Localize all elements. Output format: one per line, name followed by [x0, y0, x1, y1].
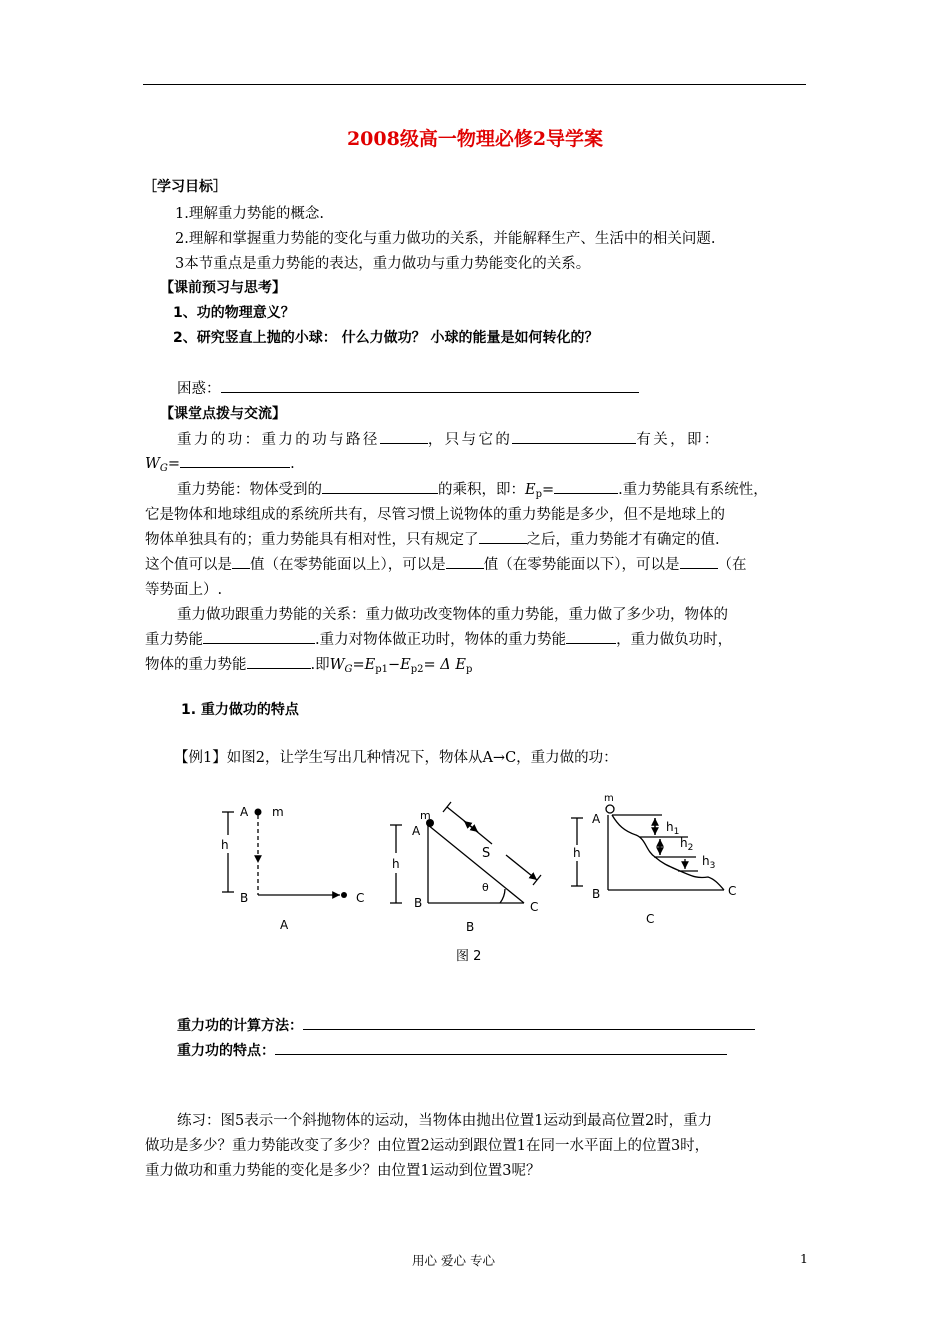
gravity-work-text-c: 有关，即：	[636, 432, 721, 448]
exercise-line-1: 练习：图5表示一个斜抛物体的运动，当物体由抛出位置1运动到最高位置2时，重力	[177, 1113, 713, 1129]
zero-blank[interactable]	[680, 554, 718, 569]
confusion-label: 困惑：	[177, 381, 221, 397]
gravity-work-line	[177, 428, 721, 449]
fig-c-label-h3: $h_3$	[702, 854, 716, 871]
formula-delta: = Δ E	[423, 657, 466, 673]
calc-method-label: 重力功的计算方法：	[177, 1018, 303, 1034]
fig-c-label-A: A	[592, 812, 601, 826]
fig-a-label-C: C	[356, 891, 365, 905]
pe-line-4	[145, 553, 747, 574]
goal-item-3: 3本节重点是重力势能的表达，重力做功与重力势能变化的关系。	[175, 256, 591, 272]
formula-w-sub: G	[344, 664, 353, 675]
fig-c-label-h: h	[573, 846, 581, 860]
reference-blank[interactable]	[479, 529, 527, 544]
pe-force-blank[interactable]	[322, 479, 438, 494]
fig-b-caption: B	[466, 920, 475, 934]
calc-method-blank[interactable]	[303, 1015, 755, 1030]
features-label: 重力功的特点：	[177, 1043, 275, 1059]
exercise-line-2: 做功是多少？重力势能改变了多少？由位置2运动到跟位置1在同一水平面上的位置3时，	[145, 1138, 710, 1154]
pe-text-d: .重力势能具有系统性，	[618, 482, 768, 498]
rel2-text-c: ，重力做负功时，	[616, 632, 733, 648]
wg-blank[interactable]	[180, 453, 290, 468]
fig-c-caption: C	[646, 912, 655, 926]
mass-ring-c	[606, 805, 614, 813]
fig-b-label-S: S	[482, 846, 491, 861]
fig-b-label-theta: θ	[482, 881, 489, 894]
wg-symbol: W	[145, 456, 160, 472]
confusion-row	[177, 377, 639, 398]
page-number: 1	[800, 1251, 808, 1266]
goal-item-2: 2.理解和掌握重力势能的变化与重力做功的关系，并能解释生产、生活中的相关问题.	[175, 231, 716, 247]
fig-c-label-h1: $h_1$	[666, 820, 680, 837]
pe4-text-a: 这个值可以是	[145, 557, 232, 573]
pe-line-3	[145, 528, 720, 549]
figure-caption: 图 2	[456, 949, 482, 964]
fig-b-label-C: C	[530, 900, 539, 914]
header-rule	[143, 84, 806, 85]
negative-blank[interactable]	[446, 554, 484, 569]
fig-b-label-A: A	[412, 824, 421, 838]
preview-heading: 【课前预习与思考】	[160, 280, 286, 296]
formula-p2-sub: p2	[410, 664, 424, 675]
pe3-text-a: 物体单独具有的；重力势能具有相对性，只有规定了	[145, 532, 479, 548]
positive-blank[interactable]	[232, 554, 250, 569]
ep-subscript: p	[535, 489, 542, 500]
pe-line-1	[177, 478, 768, 500]
gravity-work-text-a: 重力的功：重力的功与路径	[177, 432, 380, 448]
class-heading: 【课堂点拨与交流】	[160, 406, 286, 422]
confusion-blank[interactable]	[221, 378, 639, 393]
fig-a-label-A: A	[240, 805, 249, 819]
features-blank[interactable]	[275, 1040, 727, 1055]
fig-b-label-h: h	[392, 857, 400, 871]
fig-a-caption: A	[280, 918, 289, 932]
fig-c-label-h2: $h_2$	[680, 836, 694, 853]
fig-a-label-B: B	[240, 891, 249, 905]
fig-c-label-C: C	[728, 884, 737, 898]
wg-equals: =	[167, 456, 181, 472]
fig-a-label-m: m	[272, 805, 284, 819]
preview-question-2: 2、研究竖直上抛的小球： 什么力做功？ 小球的能量是如何转化的？	[173, 330, 599, 346]
preview-question-1: 1、功的物理意义？	[173, 305, 295, 321]
pe4-text-d: （在	[717, 557, 747, 573]
figure-2	[200, 785, 760, 975]
relation-line-3	[145, 653, 472, 675]
depends-blank[interactable]	[512, 429, 636, 444]
ep-equals: =	[542, 482, 555, 498]
rel3-text-b: .即	[310, 657, 330, 673]
wg-line	[145, 453, 295, 474]
rel3-text-a: 物体的重力势能	[145, 657, 247, 673]
mass-dot-a	[255, 809, 262, 816]
formula-p1-sub: p1	[375, 664, 389, 675]
change-blank[interactable]	[203, 629, 315, 644]
wg-dot: .	[290, 456, 295, 472]
goals-heading: ［学习目标］	[143, 179, 227, 195]
pe4-text-b: 值（在零势能面以上），可以是	[250, 557, 446, 573]
negative-work-blank[interactable]	[247, 654, 311, 669]
formula-w: W	[329, 657, 345, 673]
fig-b-label-m: m	[420, 809, 431, 822]
fig-a-label-h: h	[221, 838, 229, 852]
exercise-line-3: 重力做功和重力势能的变化是多少？由位置1运动到位置3呢？	[145, 1163, 541, 1179]
pe-line-2: 它是物体和地球组成的系统所共有，尽管习惯上说物体的重力势能是多少，但不是地球上的	[145, 507, 725, 523]
features-row	[177, 1040, 727, 1060]
pe-line-5: 等势面上）.	[145, 582, 223, 598]
formula-p-sub: p	[465, 664, 473, 675]
pe-text-a: 重力势能：物体受到的	[177, 482, 322, 498]
gravity-work-text-b: ，只与它的	[427, 432, 513, 448]
page-title: 2008级高一物理必修2导学案	[346, 128, 604, 150]
calc-method-row	[177, 1015, 755, 1035]
section-1-heading: 1. 重力做功的特点	[181, 702, 299, 718]
wg-subscript: G	[159, 463, 168, 474]
ep-symbol: E	[525, 482, 536, 498]
path-blank[interactable]	[380, 429, 428, 444]
fig-b-label-B: B	[414, 896, 423, 910]
fig-c-label-m: m	[604, 793, 614, 804]
relation-line-2	[145, 628, 732, 649]
goal-item-1: 1.理解重力势能的概念.	[175, 206, 324, 222]
pe-text-b: 的乘积，即：	[438, 482, 525, 498]
formula-ep1: =E	[352, 657, 376, 673]
pe3-text-b: 之后，重力势能才有确定的值.	[526, 532, 720, 548]
fig-c-label-B: B	[592, 887, 601, 901]
relation-line-1: 重力做功跟重力势能的关系：重力做功改变物体的重力势能，重力做了多少功，物体的	[177, 607, 728, 623]
rel2-text-b: .重力对物体做正功时，物体的重力势能	[315, 632, 567, 648]
rel2-text-a: 重力势能	[145, 632, 203, 648]
footer-motto: 用心 爱心 专心	[412, 1253, 495, 1268]
positive-work-blank[interactable]	[566, 629, 616, 644]
end-dot-a	[341, 892, 347, 898]
ep-blank[interactable]	[554, 479, 618, 494]
example-1: 【例1】如图2，让学生写出几种情况下，物体从A→C，重力做的功：	[174, 750, 618, 766]
pe4-text-c: 值（在零势能面以下），可以是	[483, 557, 680, 573]
formula-ep2: −E	[388, 657, 411, 673]
